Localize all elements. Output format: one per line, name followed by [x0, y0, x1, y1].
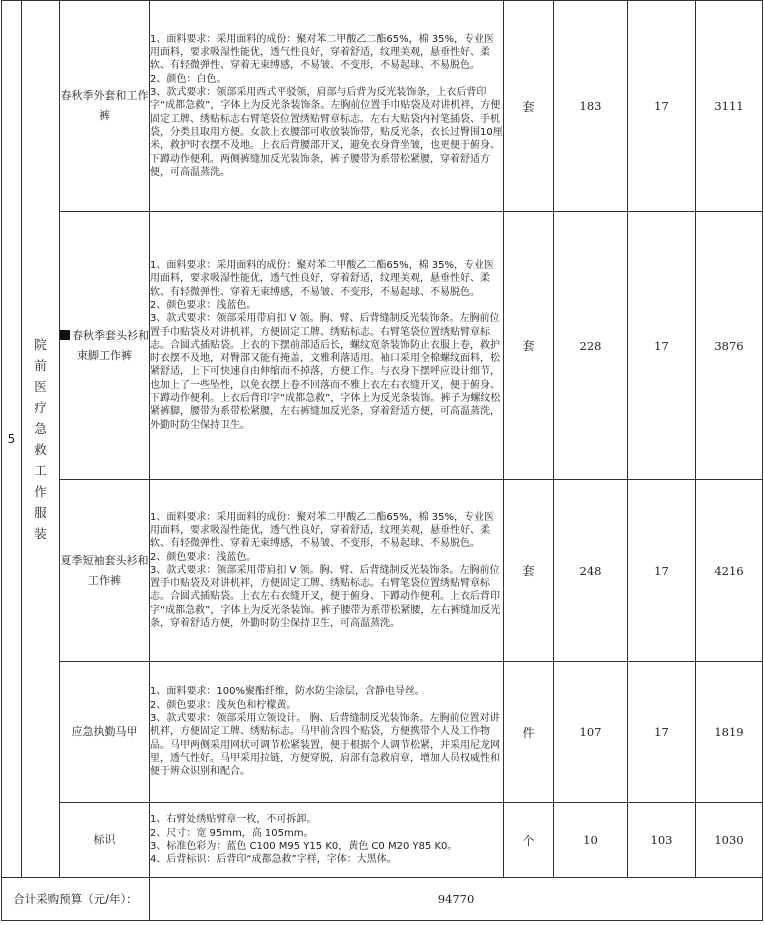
req-line: 2、颜色要求：浅蓝色。 [150, 299, 257, 311]
req-line: 1、面料要求：100%聚酯纤维，防水防尘涂层，含静电导丝。 [150, 686, 425, 698]
table-row [2, 662, 763, 803]
item-amount: 1030 [696, 803, 763, 878]
req-line: 2、颜色：白色。 [150, 73, 227, 85]
category-label: 院 前 医 疗 急 救 工 作 服 装 [34, 337, 47, 541]
item-quantity: 17 [628, 662, 696, 803]
item-name: 春秋季外套和工作裤 [60, 1, 150, 212]
total-value: 94770 [150, 878, 763, 921]
item-name: 夏季短袖套头衫和工作裤 [60, 480, 150, 662]
item-quantity: 17 [628, 1, 696, 212]
req-line: 1、面料要求：采用面料的成份：聚对苯二甲酸乙二酯65%，棉 35%，专业医用面料，要求吸湿性能优，透气性良好，穿着舒适，纹理美观，悬垂性好、柔软、有轻微弹性、穿着无束缚感，不易皱、不变形，不易起球、不易脱色。 [150, 511, 494, 550]
item-unit: 套 [504, 480, 554, 662]
item-amount: 1819 [696, 662, 763, 803]
req-line: 4、后背标识：后背印“成都急救”字样，字体：大黑体。 [150, 854, 397, 866]
category-cell [22, 1, 60, 878]
req-line: 1、右臂处绣贴臂章一枚，不可拆卸。 [150, 814, 317, 826]
req-line: 3、款式要求：领部采用带肩扣 V 领。胸、臂、后背缝制反光装饰条。左胸前位置手巾贴袋及对讲机袢，方便固定工牌、绣贴标志。右臂笔袋位置绣贴臂章标志。合圆式插贴袋。上衣的下摆前部适后长，螺纹宽条装饰防止衣服上卷，救护时衣摆不及地，对臀部又能有掩盖，文雅利落适用。袖口采用全棉螺纹面料，松紧舒适，上下可快速自由伸缩而不掉落，方便工作。与衣身下摆呼应设计细节，也加上了一些坠性，以免衣摆上卷不回落而不雅上衣左右衣缝开叉，便于俯身、下蹲动作便利。上衣后背印字“成都急救”，字体上为反光条装饰。裤子为螺纹松紧裤脚，腰带为系带松紧腰，左右裤缝加反光条，穿着舒适方便，可高温蒸洗，外勤时防尘保持卫生。 [150, 313, 501, 431]
total-row [2, 878, 763, 921]
item-amount: 4216 [696, 480, 763, 662]
table-row [2, 1, 763, 212]
sequence-number: 5 [2, 1, 22, 878]
item-quantity: 103 [628, 803, 696, 878]
req-line: 3、款式要求：领部采用带肩扣 V 领。胸、臂、后背缝制反光装饰条。左胸前位置手巾贴袋及对讲机袢，方便固定工牌、绣贴标志。右臂笔袋位置绣贴臂章标志。合圆式插贴袋。上衣左右衣缝开叉，便于俯身、下蹲动作便利。上衣后背印字“成都急救”，字体上为反光条装饰。裤子腰带为系带松紧腰，左右裤缝加反光条，穿着舒适方便，外勤时防尘保持卫生，可高温蒸洗。 [150, 564, 501, 630]
item-requirements [150, 803, 504, 878]
procurement-table [1, 0, 763, 921]
item-name-text: 春秋季套头衫和束脚工作裤 [72, 328, 149, 362]
item-quantity: 17 [628, 480, 696, 662]
table-row [2, 803, 763, 878]
item-price: 248 [554, 480, 628, 662]
table-row [2, 480, 763, 662]
item-requirements [150, 480, 504, 662]
item-price: 10 [554, 803, 628, 878]
item-amount: 3111 [696, 1, 763, 212]
item-price: 183 [554, 1, 628, 212]
item-requirements [150, 662, 504, 803]
item-name: 标识 [60, 803, 150, 878]
req-line: 2、颜色要求：浅蓝色。 [150, 551, 257, 563]
req-line: 1、面料要求：采用面料的成份：聚对苯二甲酸乙二酯65%，棉 35%，专业医用面料，要求吸湿性能优，透气性良好，穿着舒适，纹理美观，悬垂性好、柔软、有轻微弹性、穿着无束缚感，不易皱、不变形，不易起球、不易脱色。 [150, 33, 494, 72]
item-name [60, 212, 150, 480]
item-requirements [150, 212, 504, 480]
req-line: 2、颜色要求：浅灰色和柠檬黄。 [150, 699, 297, 711]
item-unit: 套 [504, 1, 554, 212]
req-line: 3、标准色彩为：蓝色 C100 M95 Y15 K0，黄色 C0 M20 Y85 K0。 [150, 841, 458, 852]
item-unit: 个 [504, 803, 554, 878]
item-quantity: 17 [628, 212, 696, 480]
item-amount: 3876 [696, 212, 763, 480]
req-line: 3、款式要求：领部采用西式平驳领，肩部与后背为反光装饰条，上衣后背印字“成都急救”，字体上为反光条装饰条。左胸前位置手巾贴袋及对讲机袢，方便固定工牌、绣贴标志右臂笔袋位置绣贴臂章标志。左右大贴袋内衬笔插袋、手机袋，分类且取用方便。女款上衣腰部可收放装饰带，贴反光条，衣长过臀围10厘米，救护时衣摆不及地。上衣后背腰部开叉，避免衣身背坐皱，也更便于俯身、下蹲动作便利。两侧裤缝加反光装饰条，裤子腰带为系带松紧腰，穿着舒适方便，可高温蒸洗。 [150, 87, 503, 178]
item-price: 107 [554, 662, 628, 803]
item-requirements [150, 1, 504, 212]
item-unit: 件 [504, 662, 554, 803]
total-label: 合计采购预算（元/年）： [2, 878, 150, 921]
table-row [2, 212, 763, 480]
req-line: 3、款式要求：领部采用立领设计。 胸、后背缝制反光装饰条。左胸前位置对讲机袢，方便固定工牌、绣贴标志。马甲前含四个贴袋，方便携带个人及工作物品。马甲两侧采用网状可调节松紧装置，便于根据个人调节松紧，并采用尼龙网里，透气性好。马甲采用拉链，方便穿脱，肩部有急救肩章，增加人员权威性和便于辨众识别和配合。 [150, 713, 500, 778]
item-name: 应急执勤马甲 [60, 662, 150, 803]
req-line: 1、面料要求：采用面料的成份：聚对苯二甲酸乙二酯65%，棉 35%，专业医用面料，要求吸湿性能优，透气性良好，穿着舒适，纹理美观，悬垂性好、柔软、有轻微弹性、穿着无束缚感，不易皱、不变形，不易起球、不易脱色。 [150, 260, 494, 298]
item-unit: 套 [504, 212, 554, 480]
square-bullet-icon [60, 330, 70, 340]
item-price: 228 [554, 212, 628, 480]
req-line: 2、尺寸：宽 95mm，高 105mm。 [150, 827, 314, 839]
